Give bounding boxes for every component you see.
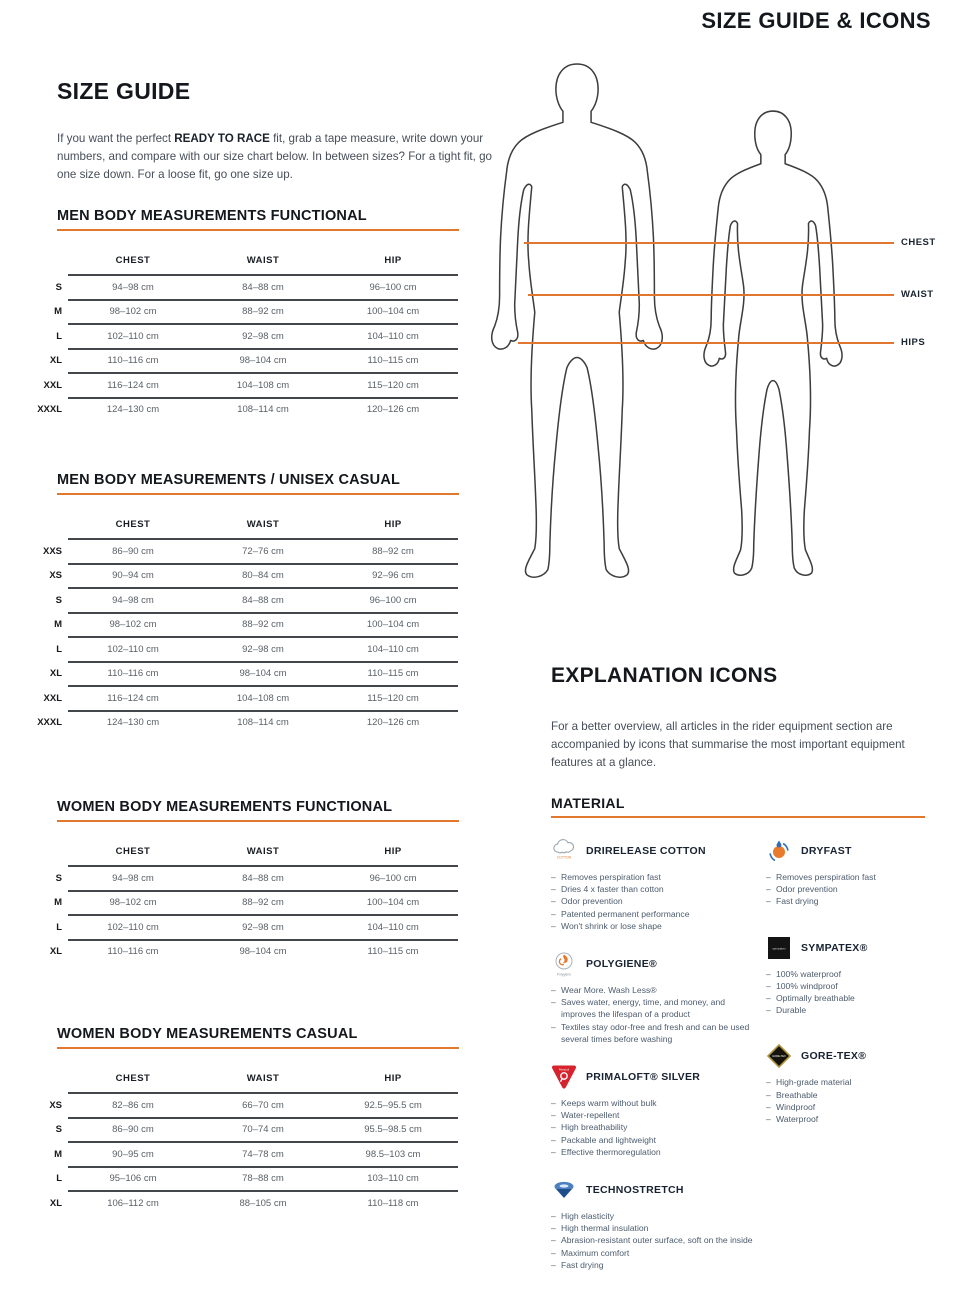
measurement-value: 88–92 cm: [372, 545, 414, 557]
measurement-value: 120–126 cm: [366, 717, 420, 729]
table-row: [49, 563, 458, 588]
material-bullet: – Wear More. Wash Less®: [551, 984, 759, 996]
table-row: [43, 685, 458, 710]
men-unisex-casual-table-section: [35, 472, 459, 734]
material-item-header: [766, 1043, 958, 1069]
column-header: WAIST: [246, 519, 280, 530]
measurement-value: 116–124 cm: [107, 692, 159, 704]
waist-measure-line: [528, 294, 894, 296]
measurement-value: 96–100 cm: [369, 594, 417, 606]
measurement-value: 95–106 cm: [109, 1173, 157, 1185]
material-bullet: – Removes perspiration fast: [551, 871, 759, 883]
measurement-value: 70–74 cm: [242, 1124, 284, 1136]
chest-label: CHEST: [901, 237, 936, 248]
measurement-value: 95.5–98.5 cm: [364, 1124, 422, 1136]
column-header: CHEST: [115, 1073, 151, 1084]
material-bullet: – Fast drying: [766, 895, 958, 907]
material-bullet: – Packable and lightweight: [551, 1134, 759, 1146]
measurement-value: 100–104 cm: [366, 619, 420, 631]
size-label: L: [56, 1173, 62, 1185]
size-label: XL: [49, 355, 62, 367]
hips-label: HIPS: [901, 337, 926, 348]
table-row: [43, 372, 458, 397]
material-bullet-list: [551, 984, 759, 1045]
measurement-value: 66–70 cm: [242, 1099, 284, 1111]
measurement-value: 98–102 cm: [109, 619, 157, 631]
material-bullet-list: [551, 871, 759, 932]
measurement-value: 92–98 cm: [242, 643, 284, 655]
measurement-value: 92–98 cm: [242, 921, 284, 933]
measurement-value: 116–124 cm: [107, 379, 159, 391]
women-casual-table-section: [35, 1026, 459, 1215]
measurement-table: [37, 519, 458, 734]
size-guide-intro: [57, 130, 505, 184]
material-item-title: TECHNOSTRETCH: [586, 1184, 684, 1197]
material-bullet: – Effective thermoregulation: [551, 1146, 759, 1158]
measurement-value: 104–110 cm: [367, 643, 419, 655]
size-label: L: [56, 921, 62, 933]
measurement-value: 82–86 cm: [112, 1099, 154, 1111]
size-label: XL: [49, 1197, 62, 1209]
table-title: WOMEN BODY MEASUREMENTS CASUAL: [57, 1026, 459, 1049]
female-silhouette: [686, 106, 860, 638]
measurement-value: 110–115 cm: [367, 668, 419, 680]
measurement-value: 110–116 cm: [107, 355, 159, 367]
measurement-value: 88–92 cm: [242, 306, 284, 318]
material-bullet-list: [551, 1097, 759, 1158]
table-row: [54, 890, 458, 915]
material-bullet: – High thermal insulation: [551, 1222, 759, 1234]
material-bullet: – Windproof: [766, 1101, 958, 1113]
measurement-value: 104–110 cm: [367, 330, 419, 342]
measurement-value: 98–102 cm: [109, 306, 157, 318]
intro-text-bold: READY TO RACE: [174, 131, 270, 145]
intro-text-pre: If you want the perfect: [57, 131, 175, 145]
material-column-left: [551, 838, 759, 1290]
table-row: [55, 274, 458, 299]
material-column-right: [766, 838, 958, 1152]
table-row: [49, 1190, 458, 1215]
measurement-value: 74–78 cm: [242, 1148, 284, 1160]
measurement-value: 110–115 cm: [367, 946, 419, 958]
table-header-row: [68, 1073, 458, 1092]
explanation-icons-heading: EXPLANATION ICONS: [551, 664, 778, 687]
technostretch-icon: [551, 1177, 577, 1203]
men-functional-table-section: [35, 208, 459, 421]
column-header: HIP: [384, 255, 402, 266]
measurement-value: 124–130 cm: [106, 717, 160, 729]
material-bullet-list: [766, 1076, 958, 1125]
primaloft-silver-icon: [551, 1064, 577, 1090]
measurement-value: 100–104 cm: [366, 306, 420, 318]
table-title: WOMEN BODY MEASUREMENTS FUNCTIONAL: [57, 799, 459, 822]
material-item-header: [766, 838, 958, 864]
measurement-value: 88–105 cm: [239, 1197, 287, 1209]
column-header: WAIST: [246, 255, 280, 266]
material-bullet: – 100% windproof: [766, 980, 958, 992]
material-item-header: [551, 1064, 759, 1090]
material-item-title: DRYFAST: [801, 845, 852, 857]
table-row: [49, 1092, 458, 1117]
table-row: [49, 661, 458, 686]
table-row: [54, 299, 458, 324]
material-bullet: – Dries 4 x faster than cotton: [551, 883, 759, 895]
material-bullet: – Durable: [766, 1004, 958, 1016]
material-item-title: SYMPATEX®: [801, 941, 868, 954]
material-bullet: – 100% waterproof: [766, 968, 958, 980]
measurement-value: 86–90 cm: [112, 545, 154, 557]
measurement-table: [49, 846, 458, 963]
measurement-value: 103–110 cm: [367, 1173, 419, 1185]
measurement-value: 90–94 cm: [112, 570, 154, 582]
size-label: XXXL: [37, 404, 62, 416]
material-bullet: – Patented permanent performance: [551, 908, 759, 920]
measurement-value: 96–100 cm: [369, 872, 417, 884]
measurement-value: 92–98 cm: [242, 330, 284, 342]
table-row: [54, 612, 458, 637]
measurement-value: 94–98 cm: [112, 281, 154, 293]
size-label: XL: [49, 668, 62, 680]
measurement-value: 115–120 cm: [367, 379, 419, 391]
table-row: [55, 587, 458, 612]
explanation-icons-body: For a better overview, all articles in the rider equipment section are accompanied by icons that summarise the most important equipment features at a glance.: [551, 719, 905, 769]
material-item-header: [551, 1177, 759, 1203]
measurement-table: [49, 1073, 458, 1215]
table-row: [56, 914, 458, 939]
size-label: M: [54, 1148, 62, 1160]
page-title: SIZE GUIDE & ICONS: [701, 8, 931, 33]
size-label: XS: [49, 1099, 62, 1111]
size-label: XXS: [42, 545, 62, 557]
table-row: [56, 636, 458, 661]
svg-text:sympatex: sympatex: [772, 946, 786, 951]
material-bullet: – Odor prevention: [766, 883, 958, 895]
measurement-value: 96–100 cm: [369, 281, 417, 293]
measurement-table: [37, 255, 458, 421]
material-item: [766, 1043, 958, 1125]
column-header: WAIST: [246, 846, 280, 857]
size-label: XXL: [43, 379, 62, 391]
chest-measure-line: [524, 242, 894, 244]
svg-text:PrimaLoft: PrimaLoft: [558, 1068, 570, 1072]
measurement-value: 106–112 cm: [107, 1197, 159, 1209]
measurement-value: 124–130 cm: [106, 404, 160, 416]
material-item: [551, 1177, 759, 1271]
table-row: [42, 538, 458, 563]
measurement-value: 80–84 cm: [242, 570, 284, 582]
material-bullet: – Waterproof: [766, 1113, 958, 1125]
table-row: [54, 1141, 458, 1166]
material-bullet: – High elasticity: [551, 1210, 759, 1222]
svg-text:COTTON: COTTON: [556, 855, 572, 860]
material-bullet: – Optimally breathable: [766, 992, 958, 1004]
column-header: WAIST: [246, 1073, 280, 1084]
measurement-value: 102–110 cm: [107, 330, 159, 342]
svg-text:GORE-TEX: GORE-TEX: [772, 1055, 786, 1059]
table-row: [49, 939, 458, 964]
size-label: M: [54, 306, 62, 318]
measurement-value: 102–110 cm: [107, 921, 159, 933]
measurement-value: 104–108 cm: [236, 379, 290, 391]
women-functional-table-section: [35, 799, 459, 963]
material-item: [551, 1064, 759, 1158]
material-item: [766, 935, 958, 1017]
material-item: [551, 951, 759, 1045]
measurement-value: 98.5–103 cm: [365, 1148, 421, 1160]
size-label: S: [55, 594, 62, 606]
material-bullet: – Abrasion-resistant outer surface, soft on the inside: [551, 1234, 759, 1246]
measurement-value: 100–104 cm: [366, 897, 420, 909]
size-label: XXXL: [37, 717, 62, 729]
material-item-header: [766, 935, 958, 961]
size-label: M: [54, 897, 62, 909]
material-item-title: PRIMALOFT® SILVER: [586, 1071, 701, 1084]
material-bullet: – Fast drying: [551, 1259, 759, 1271]
material-bullet: – High breathability: [551, 1121, 759, 1133]
drirelease-cotton-icon: [551, 838, 577, 864]
measurement-value: 98–102 cm: [109, 897, 157, 909]
size-label: XS: [49, 570, 62, 582]
material-bullet-list: [766, 968, 958, 1017]
table-row: [55, 865, 458, 890]
column-header: CHEST: [115, 255, 151, 266]
size-label: S: [55, 281, 62, 293]
measurement-value: 110–116 cm: [107, 946, 159, 958]
measurement-value: 72–76 cm: [242, 545, 284, 557]
measurement-value: 108–114 cm: [237, 717, 289, 729]
material-bullet: – Textiles stay odor-free and fresh and can be used several times before washing: [551, 1021, 759, 1045]
size-label: L: [56, 330, 62, 342]
column-header: HIP: [384, 1073, 402, 1084]
table-row: [37, 710, 458, 735]
column-header: HIP: [384, 846, 402, 857]
material-bullet: – Removes perspiration fast: [766, 871, 958, 883]
measurement-value: 120–126 cm: [366, 404, 420, 416]
measurement-value: 86–90 cm: [112, 1124, 154, 1136]
measurement-value: 88–92 cm: [242, 897, 284, 909]
size-label: XL: [49, 946, 62, 958]
table-row: [37, 397, 458, 422]
material-bullet: – Breathable: [766, 1089, 958, 1101]
measurement-value: 110–116 cm: [107, 668, 159, 680]
material-item: [551, 838, 759, 932]
size-guide-heading: SIZE GUIDE: [57, 78, 191, 104]
male-silhouette: [479, 60, 675, 638]
material-item: [766, 838, 958, 908]
measurement-value: 84–88 cm: [242, 281, 284, 293]
size-label: M: [54, 619, 62, 631]
measurement-value: 92–96 cm: [372, 570, 414, 582]
table-row: [56, 323, 458, 348]
size-label: L: [56, 643, 62, 655]
material-bullet: – Odor prevention: [551, 895, 759, 907]
material-item-title: POLYGIENE®: [586, 958, 658, 971]
measurement-value: 94–98 cm: [112, 594, 154, 606]
measurement-value: 108–114 cm: [237, 404, 289, 416]
material-bullet: – Won't shrink or lose shape: [551, 920, 759, 932]
measurement-value: 98–104 cm: [239, 946, 287, 958]
measurement-value: 98–104 cm: [239, 668, 287, 680]
measurement-value: 110–115 cm: [367, 355, 419, 367]
material-bullet-list: [766, 871, 958, 908]
size-label: S: [55, 872, 62, 884]
measurement-value: 90–95 cm: [112, 1148, 154, 1160]
dryfast-icon: [766, 838, 792, 864]
measurement-value: 88–92 cm: [242, 619, 284, 631]
gore-tex-icon: [766, 1043, 792, 1069]
polygiene-icon: [551, 951, 577, 977]
material-bullet: – Keeps warm without bulk: [551, 1097, 759, 1109]
material-bullet-list: [551, 1210, 759, 1271]
material-bullet: – Water-repellent: [551, 1109, 759, 1121]
measurement-value: 84–88 cm: [242, 594, 284, 606]
measurement-value: 104–108 cm: [236, 692, 290, 704]
measurement-value: 115–120 cm: [367, 692, 419, 704]
svg-text:Polygiene: Polygiene: [557, 972, 571, 977]
measurement-value: 84–88 cm: [242, 872, 284, 884]
waist-label: WAIST: [901, 289, 934, 300]
table-title: MEN BODY MEASUREMENTS FUNCTIONAL: [57, 208, 459, 231]
measurement-value: 78–88 cm: [242, 1173, 284, 1185]
measurement-value: 104–110 cm: [367, 921, 419, 933]
material-item-title: GORE-TEX®: [801, 1050, 867, 1063]
material-bullet: – Saves water, energy, time, and money, and improves the lifespan of a product: [551, 996, 759, 1020]
table-title: MEN BODY MEASUREMENTS / UNISEX CASUAL: [57, 472, 459, 495]
measurement-value: 98–104 cm: [239, 355, 287, 367]
table-row: [49, 348, 458, 373]
size-label: S: [55, 1124, 62, 1136]
size-label: XXL: [43, 692, 62, 704]
measurement-value: 102–110 cm: [107, 643, 159, 655]
material-bullet: – High-grade material: [766, 1076, 958, 1088]
table-row: [56, 1166, 458, 1191]
material-item-header: [551, 951, 759, 977]
material-item-title: DRIRELEASE COTTON: [586, 845, 706, 857]
column-header: CHEST: [115, 846, 151, 857]
column-header: HIP: [384, 519, 402, 530]
table-header-row: [68, 846, 458, 865]
material-bullet: – Maximum comfort: [551, 1247, 759, 1259]
column-header: CHEST: [115, 519, 151, 530]
sympatex-icon: [766, 935, 792, 961]
measurement-value: 92.5–95.5 cm: [364, 1099, 422, 1111]
table-header-row: [68, 519, 458, 538]
measurement-value: 110–118 cm: [367, 1197, 419, 1209]
measurement-value: 94–98 cm: [112, 872, 154, 884]
table-row: [55, 1117, 458, 1142]
material-item-header: [551, 838, 759, 864]
intro-text-post: fit, grab a tape measure, write down your numbers, and compare with our size chart below. In between sizes? For a tight fit, go one size down. For a loose fit, go one size up.: [57, 131, 492, 181]
material-heading: MATERIAL: [551, 795, 925, 818]
hips-measure-line: [518, 342, 894, 344]
table-header-row: [68, 255, 458, 274]
